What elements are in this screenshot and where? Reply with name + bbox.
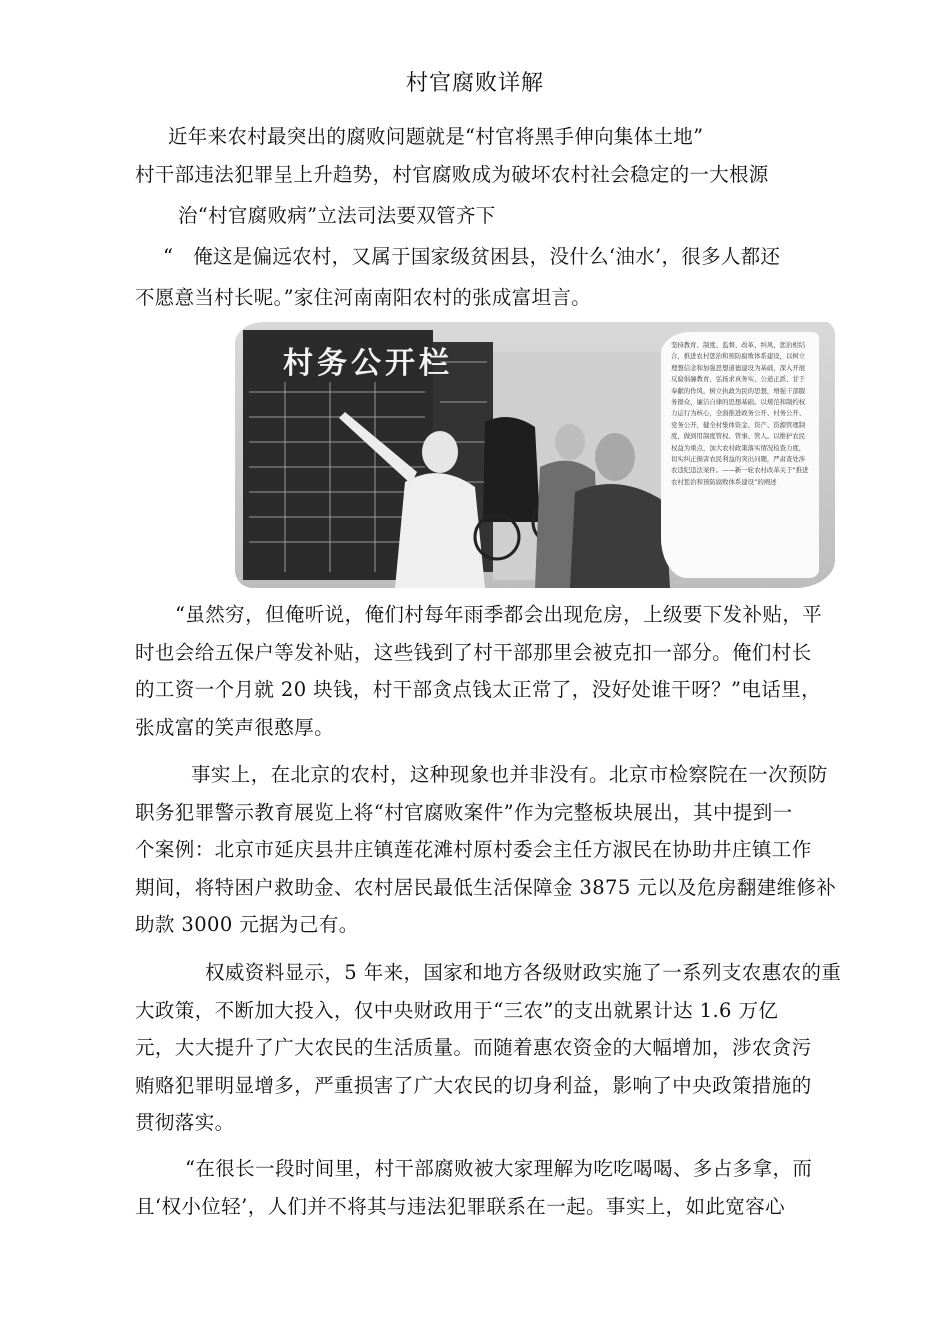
paragraph-1-line-4: 张成富的笑声很憨厚。 bbox=[135, 715, 335, 739]
paragraph-4-line-2: 且‘权小位轻’，人们并不将其与违法犯罪联系在一起。事实上，如此宽容心 bbox=[135, 1194, 785, 1218]
paragraph-2-line-2: 职务犯罪警示教育展览上将“村官腐败案件”作为完整板块展出，其中提到一 bbox=[135, 800, 793, 824]
paragraph-2-line-3: 个案例：北京市延庆县井庄镇莲花滩村原村委会主任方淑民在协助井庄镇工作 bbox=[135, 838, 812, 861]
paragraph-3-line-2: 大政策，不断加大投入，仅中央财政用于“三农”的支出就累计达 1.6 万亿 bbox=[135, 998, 779, 1022]
headline-1: 近年来农村最突出的腐败问题就是“村官将黑手伸向集体土地” bbox=[168, 125, 704, 148]
paragraph-2-line-5: 助款 3000 元据为己有。 bbox=[135, 913, 359, 936]
paragraph-1-line-2: 时也会给五保户等发补贴，这些钱到了村干部那里会被克扣一部分。俺们村长 bbox=[135, 640, 812, 664]
paragraph-1-line-3: 的工资一个月就 20 块钱，村干部贪点钱太正常了，没好处谁干呀？”电话里， bbox=[135, 678, 821, 701]
paragraph-2-line-1: 事实上，在北京的农村，这种现象也并非没有。北京市检察院在一次预防 bbox=[191, 763, 828, 786]
paragraph-3-line-4: 贿赂犯罪明显增多，严重损害了广大农民的切身利益，影响了中央政策措施的 bbox=[135, 1073, 812, 1097]
paragraph-4 bbox=[135, 1150, 905, 1225]
headline-2: 村干部违法犯罪呈上升趋势，村官腐败成为破坏农村社会稳定的一大根源 bbox=[135, 163, 769, 186]
paragraph-1 bbox=[135, 596, 905, 746]
headline-3: 治“村官腐败病”立法司法要双管齐下 bbox=[178, 204, 496, 227]
paragraph-3-line-5: 贯彻落实。 bbox=[135, 1111, 235, 1134]
page-title: 村官腐败详解 bbox=[405, 71, 544, 96]
paragraph-2 bbox=[135, 756, 905, 944]
photo-sign-text: 村务公开栏 bbox=[283, 346, 453, 381]
paragraph-3-line-1: 权威资料显示，5 年来，国家和地方各级财政实施了一系列支农惠农的重 bbox=[205, 961, 842, 984]
intro-line-2: 不愿意当村长呢。”家住河南南阳农村的张成富坦言。 bbox=[135, 286, 591, 309]
paragraph-3-line-3: 元，大大提升了广大农民的生活质量。而随着惠农资金的大幅增加，涉农贪污 bbox=[135, 1036, 812, 1059]
photo-sidebar-text: 坚持教育、制度、监督、改革、纠风、惩治相结合，推进农村惩治和预防腐败体系建设，以树立理想信念和加强思想道德建设为基础，深入开展反腐倡廉教育，弘扬求真务实、公道正派、甘于奉献的作风，树立执政为民的思想，增强干部服务群众、廉洁自律的思想基础。以规范和制约权力运行为核心，全面推进政务公开、村务公开、党务公开，健全村集体资金、资产、资源管理制度，做到用制度管权、管事、管人。以维护农民权益为重点，加大农村政策落实情况检查力度，切实纠正损害农民利益的突出问题，严肃查处涉农违纪违法案件。——新一轮农村改革关于“推进农村惩治和预防腐败体系建设”的阐述 bbox=[661, 332, 819, 578]
paragraph-2-line-4: 期间，将特困户救助金、农村居民最低生活保障金 3875 元以及危房翻建维修补 bbox=[135, 875, 837, 899]
paragraph-4-line-1: “在很长一段时间里，村干部腐败被大家理解为吃吃喝喝、多占多拿，而 bbox=[185, 1157, 813, 1180]
paragraph-1-line-1: “虽然穷，但俺听说，俺们村每年雨季都会出现危房，上级要下发补贴，平 bbox=[175, 603, 823, 626]
intro-line-1: “ 俺这是偏远农村，又属于国家级贫困县，没什么‘油水’，很多人都还 bbox=[163, 245, 781, 268]
paragraph-3 bbox=[135, 954, 905, 1142]
news-photo bbox=[235, 322, 835, 588]
